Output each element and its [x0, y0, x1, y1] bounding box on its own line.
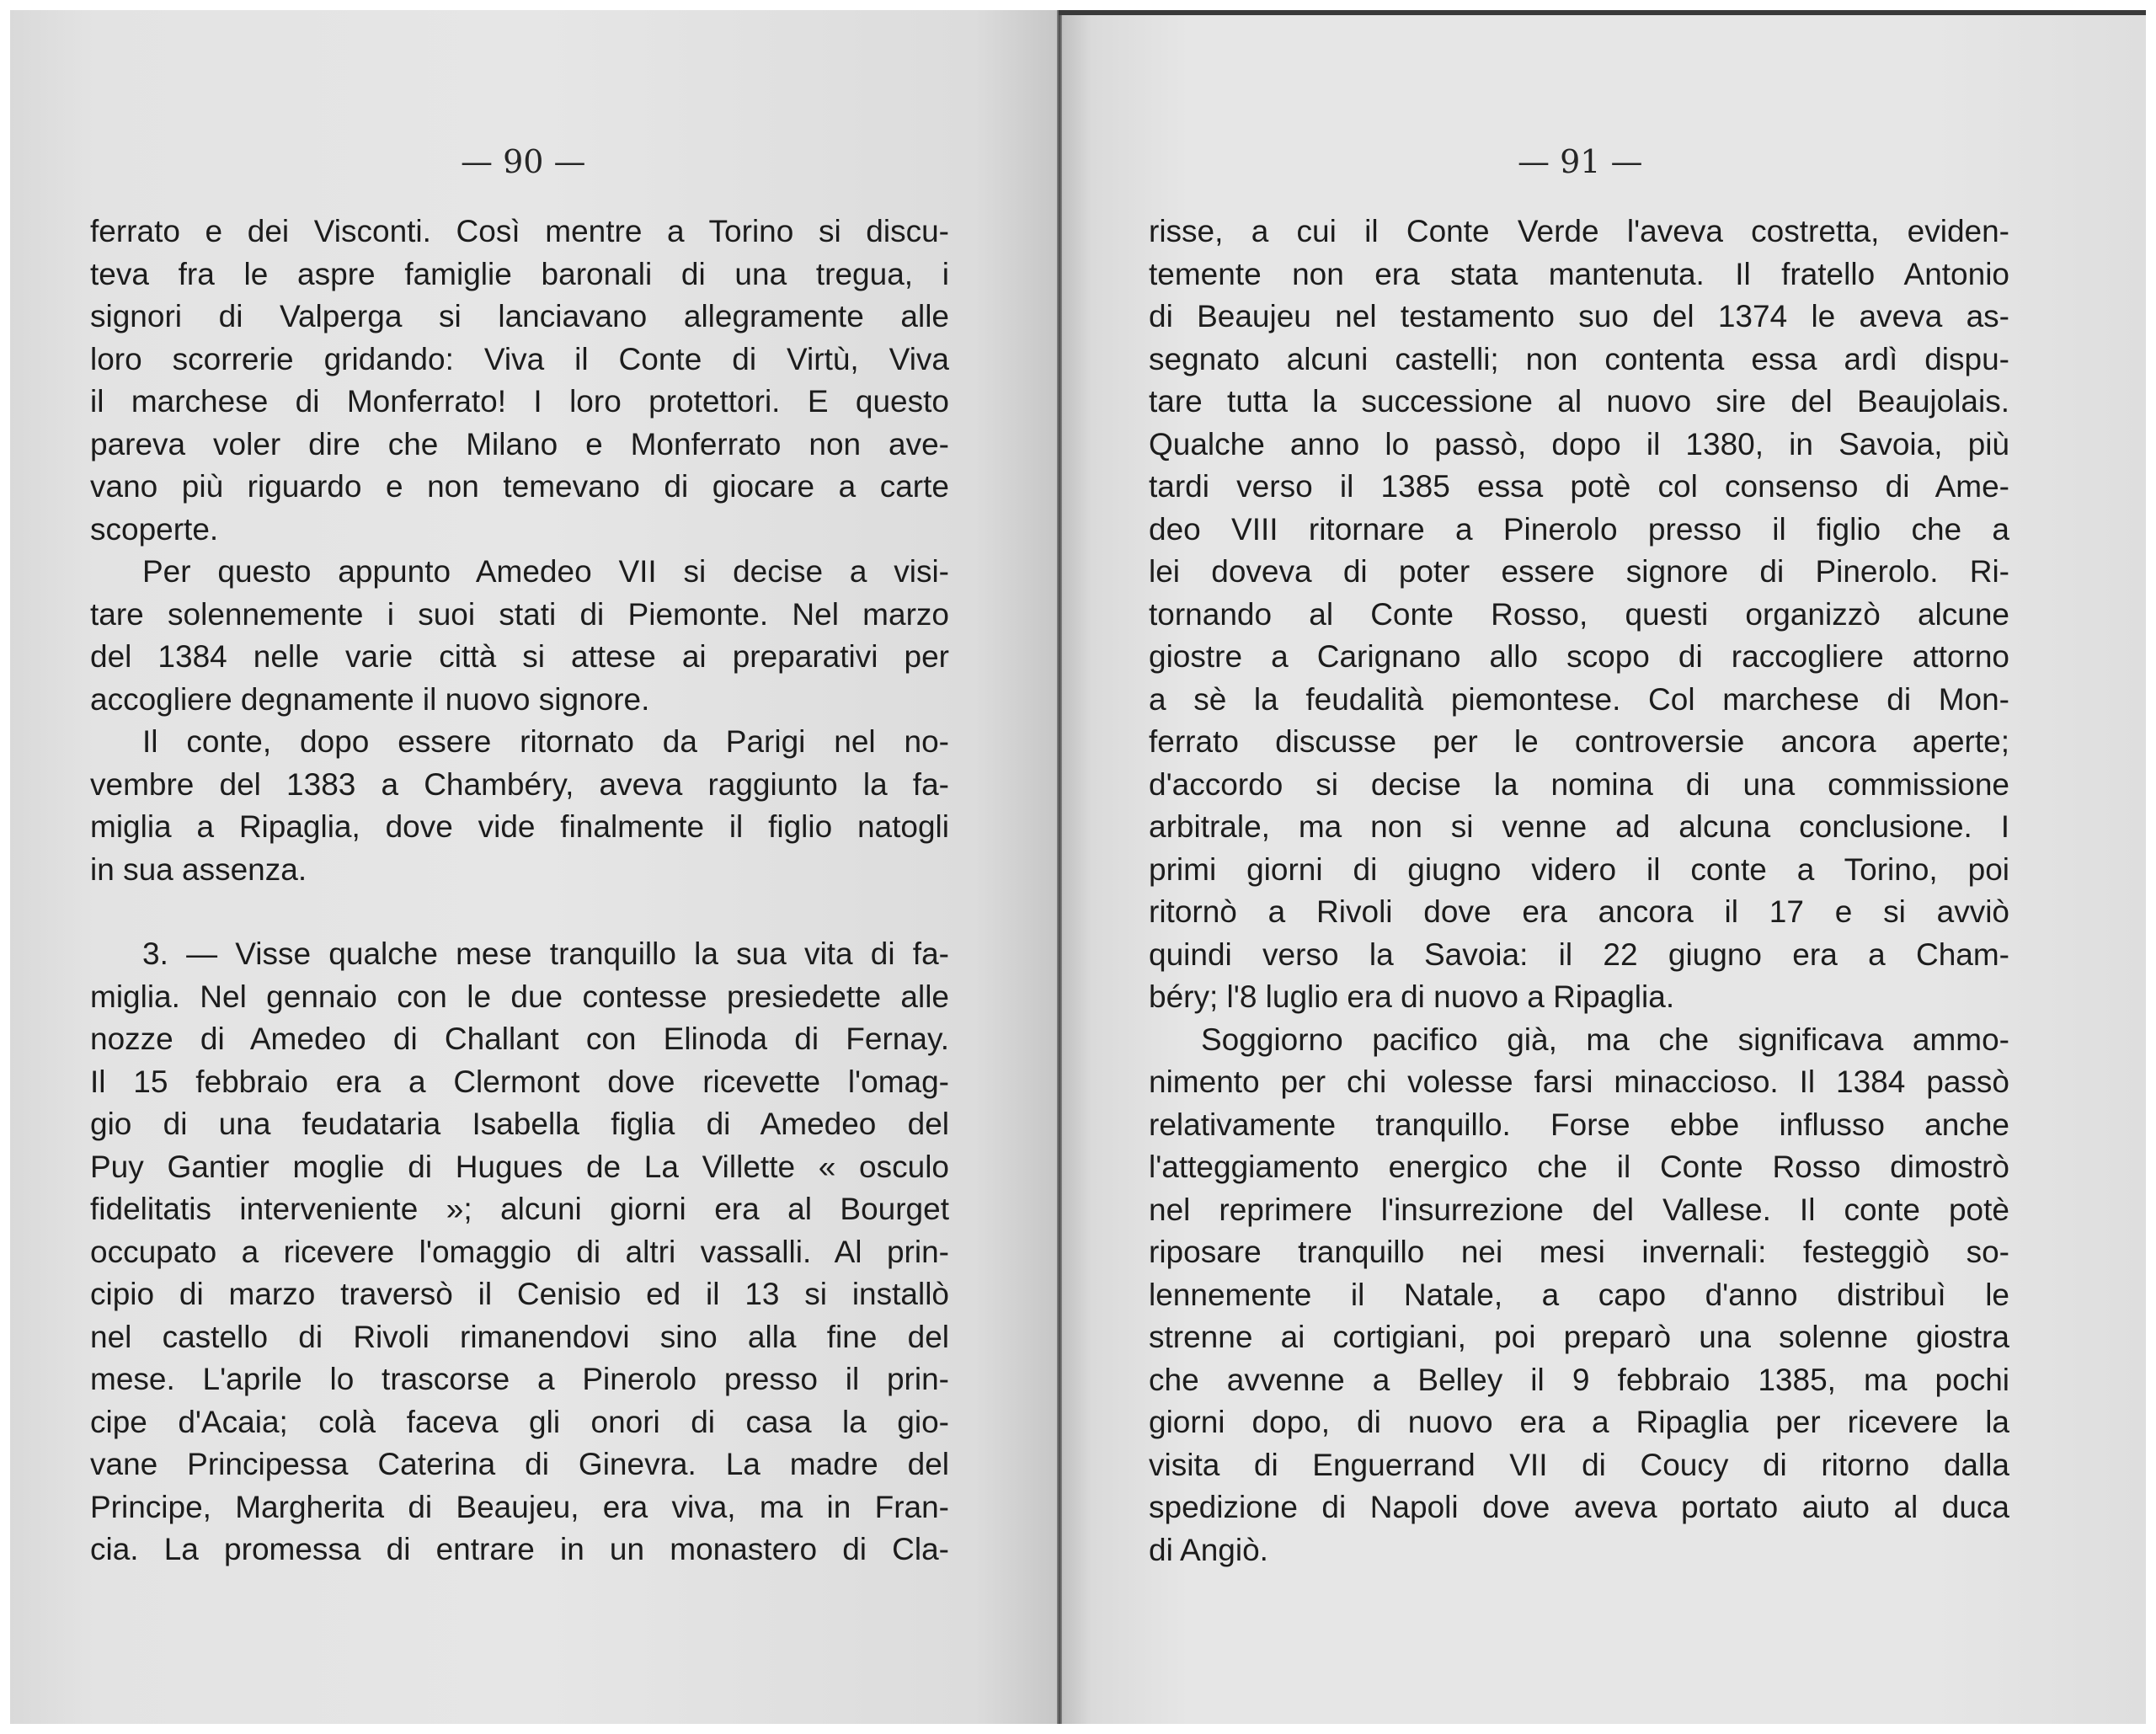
text-line: scoperte. — [90, 511, 219, 547]
text-line: nozze di Amedeo di Challant con Elinoda di Fernay. — [90, 1022, 949, 1056]
text-line: tardi verso il 1385 essa potè col consenso di Ame- — [1149, 469, 2009, 504]
left-page — [10, 10, 1059, 1724]
text-line: il marchese di Monferrato! I loro protettori. E questo — [90, 384, 949, 419]
text-line: del 1384 nelle varie città si attese ai preparativi per — [90, 639, 949, 674]
book-spread — [10, 10, 2146, 1724]
text-line: miglia a Ripaglia, dove vide finalmente il figlio natogli — [90, 809, 949, 844]
text-line: a sè la feudalità piemontese. Col marchese di Mon- — [1149, 681, 2009, 717]
text-line: strenne ai cortigiani, poi preparò una solenne giostra — [1149, 1320, 2009, 1354]
text-line: signori di Valperga si lanciavano allegramente alle — [90, 299, 949, 333]
text-line: l'atteggiamento energico che il Conte Rosso dimostrò — [1149, 1150, 2009, 1184]
text-line: accogliere degnamente il nuovo signore. — [90, 681, 650, 717]
text-line: relativamente tranquillo. Forse ebbe influsso anche — [1149, 1107, 2009, 1142]
text-line: lennemente il Natale, a capo d'anno distribuì le — [1149, 1277, 2009, 1312]
text-line: vano più riguardo e non temevano di giocare a carte — [90, 469, 949, 504]
text-line: tare solennemente i suoi stati di Piemonte. Nel marzo — [90, 596, 949, 632]
text-line: vane Principessa Caterina di Ginevra. La madre del — [90, 1447, 949, 1481]
text-line: riposare tranquillo nei mesi invernali: festeggiò so- — [1149, 1235, 2009, 1269]
text-line: nel reprimere l'insurrezione del Vallese. Il conte potè — [1149, 1192, 2009, 1227]
page-number: — 90 — — [461, 143, 586, 180]
text-line: temente non era stata mantenuta. Il fratello Antonio — [1149, 256, 2009, 291]
text-line: Principe, Margherita di Beaujeu, era viva, ma in Fran- — [90, 1489, 949, 1524]
text-line: ritornò a Rivoli dove era ancora il 17 e si avviò — [1149, 894, 2009, 929]
text-line: che avvenne a Belley il 9 febbraio 1385, ma pochi — [1149, 1362, 2009, 1397]
text-line: cipio di marzo traversò il Cenisio ed il 13 si installò — [90, 1277, 949, 1311]
text-line: tare tutta la successione al nuovo sire del Beaujolais. — [1149, 384, 2009, 419]
text-line: mese. L'aprile lo trascorse a Pinerolo presso il prin- — [90, 1362, 949, 1396]
text-line: Per questo appunto Amedeo VII si decise a visi- — [142, 554, 949, 589]
page-number: — 91 — — [1518, 143, 1643, 180]
text-line: Il 15 febbraio era a Clermont dove ricevette l'omag- — [90, 1064, 949, 1099]
text-line: Qualche anno lo passò, dopo il 1380, in Savoia, più — [1149, 426, 2009, 462]
text-line: lei doveva di poter essere signore di Pinerolo. Ri- — [1149, 554, 2009, 589]
left-page-text — [90, 211, 949, 1571]
text-line: fidelitatis interveniente »; alcuni giorni era al Bourget — [90, 1192, 949, 1226]
text-line: di Beaujeu nel testamento suo del 1374 le aveva as- — [1149, 299, 2009, 333]
text-line: risse, a cui il Conte Verde l'aveva costretta, eviden- — [1149, 214, 2009, 248]
text-line: occupato a ricevere l'omaggio di altri vassalli. Al prin- — [90, 1234, 949, 1269]
text-line: 3. — Visse qualche mese tranquillo la sua vita di fa- — [142, 936, 949, 971]
text-line: tornando al Conte Rosso, questi organizzò alcune — [1149, 596, 2009, 632]
text-line: Il conte, dopo essere ritornato da Parigi nel no- — [142, 724, 949, 759]
right-page — [1059, 10, 2146, 1724]
text-line: in sua assenza. — [90, 851, 307, 887]
text-line: di Angiò. — [1149, 1532, 1268, 1567]
text-line: giostre a Carignano allo scopo di raccogliere attorno — [1149, 639, 2009, 674]
text-line: arbitrale, ma non si venne ad alcuna conclusione. I — [1149, 809, 2009, 844]
text-line: nel castello di Rivoli rimanendovi sino alla fine del — [90, 1319, 949, 1354]
text-line: giorni dopo, di nuovo era a Ripaglia per ricevere la — [1149, 1405, 2009, 1439]
text-line: Puy Gantier moglie di Hugues de La Villette « osculo — [90, 1149, 949, 1184]
text-line: ferrato e dei Visconti. Così mentre a Torino si discu- — [90, 214, 949, 248]
text-line: teva fra le aspre famiglie baronali di una tregua, i — [90, 256, 949, 291]
text-line: spedizione di Napoli dove aveva portato aiuto al duca — [1149, 1490, 2009, 1524]
section-gap — [90, 891, 949, 933]
text-line: vembre del 1383 a Chambéry, aveva raggiunto la fa- — [90, 766, 949, 802]
text-line: miglia. Nel gennaio con le due contesse presiedette alle — [90, 979, 949, 1014]
text-line: deo VIII ritornare a Pinerolo presso il figlio che a — [1149, 511, 2009, 547]
text-line: visita di Enguerrand VII di Coucy di ritorno dalla — [1149, 1447, 2009, 1482]
book-gutter — [1057, 10, 1062, 1724]
text-line: Soggiorno pacifico già, ma che significava ammo- — [1201, 1022, 2009, 1057]
right-page-text — [1149, 211, 2009, 1571]
text-line: primi giorni di giugno videro il conte a Torino, poi — [1149, 851, 2009, 887]
text-line: cipe d'Acaia; colà faceva gli onori di casa la gio- — [90, 1404, 949, 1439]
text-line: béry; l'8 luglio era di nuovo a Ripaglia. — [1149, 979, 1675, 1014]
text-line: segnato alcuni castelli; non contenta essa ardì dispu- — [1149, 341, 2009, 376]
page-edge-shadow — [1059, 10, 2146, 15]
text-line: cia. La promessa di entrare in un monastero di Cla- — [90, 1532, 949, 1566]
text-line: ferrato discusse per le controversie ancora aperte; — [1149, 724, 2009, 759]
text-line: quindi verso la Savoia: il 22 giugno era a Cham- — [1149, 936, 2009, 972]
text-line: pareva voler dire che Milano e Monferrato non ave- — [90, 426, 949, 462]
text-line: d'accordo si decise la nomina di una commissione — [1149, 766, 2009, 802]
text-line: loro scorrerie gridando: Viva il Conte di Virtù, Viva — [90, 341, 949, 376]
text-line: gio di una feudataria Isabella figlia di Amedeo del — [90, 1107, 949, 1141]
text-line: nimento per chi volesse farsi minaccioso. Il 1384 passò — [1149, 1064, 2009, 1099]
